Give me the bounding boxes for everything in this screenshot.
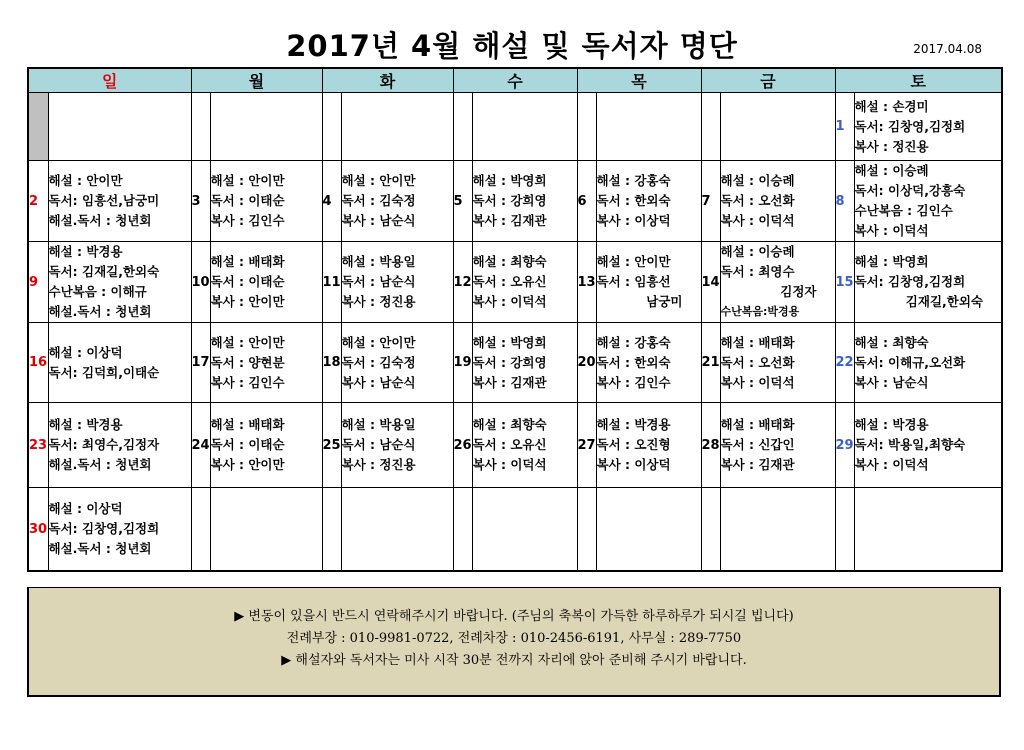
day-number: 19: [453, 323, 472, 403]
print-date: 2017.04.08: [913, 42, 982, 56]
day-number: 1: [835, 93, 854, 161]
day-assignments: [472, 488, 577, 572]
assignment-line: 해설 : 배태화: [210, 417, 285, 432]
assignment-line: 독서 : 강희영: [472, 193, 547, 208]
day-assignments: [596, 242, 701, 323]
day-assignments: [720, 242, 835, 323]
assignment-line: 해설 : 강홍숙: [596, 334, 671, 350]
assignment-line: 독서: 김창영,김정희: [854, 274, 966, 289]
assignment-line: 복사 : 이상덕: [596, 213, 671, 228]
assignment-line: 복사 : 이덕석: [720, 213, 795, 228]
day-assignments: [596, 323, 701, 403]
weekday-fri: 금: [701, 68, 835, 93]
weekday-sat: 토: [835, 68, 1002, 93]
assignment-line: 해설 : 안이만: [210, 334, 285, 350]
day-assignments: [210, 323, 322, 403]
assignment-line: 복사 : 김재관: [472, 374, 547, 390]
assignment-line: 독서: 이상덕,강흥숙: [854, 183, 966, 198]
day-number: 17: [191, 323, 210, 403]
assignment-line: 김재길,한외숙: [905, 294, 983, 309]
assignment-line: 해설.독서 : 청년회: [48, 457, 152, 472]
weekday-tue: 화: [322, 68, 453, 93]
day-number: 25: [322, 403, 341, 488]
assignment-line: 해설 : 이상덕: [48, 501, 123, 516]
assignment-line: 독서: 김재길,한외숙: [48, 264, 160, 279]
day-number: 26: [453, 403, 472, 488]
assignment-line: 해설 : 안이만: [48, 173, 123, 188]
weekday-thu: 목: [577, 68, 701, 93]
day-number: [701, 488, 720, 572]
day-assignments: [341, 161, 453, 242]
day-number: 3: [191, 161, 210, 242]
schedule-calendar: [27, 67, 1003, 572]
assignment-line: 복사 : 남순식: [341, 374, 416, 390]
day-number: [322, 93, 341, 161]
assignment-line: 김정자: [780, 284, 817, 299]
day-number: 20: [577, 323, 596, 403]
assignment-line: 해설.독서 : 청년회: [48, 541, 152, 556]
assignment-line: 독서 : 오진형: [596, 437, 671, 452]
assignment-line: 독서: 김창영,김정희: [854, 118, 966, 134]
day-assignments: [596, 93, 701, 161]
assignment-line: 복사 : 김재관: [472, 213, 547, 228]
assignment-line: 복사 : 이덕석: [472, 457, 547, 472]
assignment-line: 독서 : 한외숙: [596, 193, 671, 208]
day-assignments: [596, 161, 701, 242]
assignment-line: 해설 : 배태화: [720, 417, 795, 432]
assignment-line: 독서 : 남순식: [341, 274, 416, 289]
assignment-line: 해설 : 안이만: [341, 334, 416, 350]
assignment-line: 해설 : 박용일: [341, 417, 416, 432]
assignment-line: 해설 : 박용일: [341, 254, 416, 269]
day-number: 5: [453, 161, 472, 242]
assignment-line: 해설 : 안이만: [596, 254, 671, 269]
day-number: [28, 93, 48, 161]
day-assignments: [596, 403, 701, 488]
assignment-line: 복사 : 이덕석: [854, 223, 929, 238]
assignment-line: 복사 : 김인수: [210, 213, 285, 228]
assignment-line: 독서 : 이태순: [210, 437, 285, 452]
weekday-wed: 수: [453, 68, 577, 93]
assignment-line: 수난복음:박경용: [720, 305, 800, 318]
assignment-line: 독서 : 오유신: [472, 437, 547, 452]
assignment-line: 해설 : 이승례: [720, 173, 795, 188]
assignment-line: 독서: 최영수,김정자: [48, 437, 160, 452]
day-number: 8: [835, 161, 854, 242]
assignment-line: 복사 : 정진용: [341, 294, 416, 309]
assignment-line: 해설 : 박경용: [48, 244, 123, 259]
day-number: 22: [835, 323, 854, 403]
assignment-line: 수난복음 : 이해규: [48, 284, 147, 299]
day-number: 13: [577, 242, 596, 323]
day-assignments: [210, 403, 322, 488]
assignment-line: 해설.독서 : 청년회: [48, 213, 152, 228]
day-number: 11: [322, 242, 341, 323]
day-assignments: [341, 488, 453, 572]
day-assignments: [472, 323, 577, 403]
page-title: 2017년 4월 해설 및 독서자 명단: [286, 29, 738, 63]
assignment-line: 해설 : 박경용: [48, 417, 123, 432]
assignment-line: 독서 : 최영수: [720, 264, 795, 279]
day-assignments: [720, 93, 835, 161]
day-number: 15: [835, 242, 854, 323]
day-number: [835, 488, 854, 572]
assignment-line: 독서: 이해규,오선화: [854, 354, 966, 370]
assignment-line: 독서: 김창영,김정희: [48, 521, 160, 536]
assignment-line: 독서: 김덕희,이태순: [48, 364, 160, 380]
assignment-line: 해설 : 이승례: [720, 244, 795, 259]
assignment-line: 수난복음 : 김인수: [854, 203, 953, 218]
assignment-line: 독서 : 양현분: [210, 354, 285, 370]
assignment-line: 독서 : 신갑인: [720, 437, 795, 452]
day-number: 23: [28, 403, 48, 488]
day-assignments: [854, 488, 1002, 572]
day-assignments: [472, 161, 577, 242]
assignment-line: 복사 : 안이만: [210, 294, 285, 309]
day-assignments: [210, 242, 322, 323]
day-assignments: [854, 93, 1002, 161]
day-assignments: [48, 93, 191, 161]
assignment-line: 복사 : 안이만: [210, 457, 285, 472]
day-assignments: [48, 403, 191, 488]
week-row: [28, 403, 1002, 488]
day-number: [191, 488, 210, 572]
day-assignments: [472, 403, 577, 488]
assignment-line: 복사 : 김인수: [596, 374, 671, 390]
day-assignments: [854, 403, 1002, 488]
day-assignments: [48, 488, 191, 572]
assignment-line: 독서 : 오선화: [720, 193, 795, 208]
day-number: [577, 488, 596, 572]
day-assignments: [210, 93, 322, 161]
assignment-line: 해설 : 최향숙: [472, 254, 547, 269]
day-assignments: [720, 323, 835, 403]
day-assignments: [472, 242, 577, 323]
day-assignments: [854, 323, 1002, 403]
day-number: 10: [191, 242, 210, 323]
week-row: [28, 323, 1002, 403]
assignment-line: 해설 : 박영희: [472, 173, 547, 188]
day-number: [453, 93, 472, 161]
assignment-line: 해설 : 최향숙: [854, 334, 929, 350]
day-assignments: [341, 323, 453, 403]
notice-line: ▶ 해설자와 독서자는 미사 시작 30분 전까지 자리에 앉아 준비해 주시기 바랍니다.: [281, 653, 747, 668]
day-assignments: [210, 161, 322, 242]
assignment-line: 독서 : 남순식: [341, 437, 416, 452]
day-assignments: [854, 242, 1002, 323]
day-assignments: [48, 323, 191, 403]
assignment-line: 해설 : 이상덕: [48, 344, 123, 360]
week-row: [28, 161, 1002, 242]
assignment-line: 독서: 임흥선,남궁미: [48, 193, 160, 208]
assignment-line: 복사 : 남순식: [341, 213, 416, 228]
assignment-line: 복사 : 김재관: [720, 457, 795, 472]
day-number: 30: [28, 488, 48, 572]
weekday-sun: 일: [28, 68, 191, 93]
assignment-line: 복사 : 정진용: [854, 138, 929, 154]
day-assignments: [341, 242, 453, 323]
assignment-line: 독서 : 오유신: [472, 274, 547, 289]
day-number: 2: [28, 161, 48, 242]
assignment-line: 독서 : 임흥선: [596, 274, 671, 289]
day-assignments: [341, 403, 453, 488]
day-number: [453, 488, 472, 572]
notice-footer: [27, 587, 1001, 697]
assignment-line: 해설 : 박경용: [596, 417, 671, 432]
assignment-line: 독서: 박용일,최향숙: [854, 437, 966, 452]
day-assignments: [854, 161, 1002, 242]
contact-line: 전례부장 : 010-9981-0722, 전례차장 : 010-2456-6191, 사무실 : 289-7750: [286, 631, 742, 646]
day-number: 6: [577, 161, 596, 242]
assignment-line: 복사 : 이상덕: [596, 457, 671, 472]
assignment-line: 해설 : 최향숙: [472, 417, 547, 432]
day-assignments: [596, 488, 701, 572]
day-assignments: [720, 488, 835, 572]
assignment-line: 남궁미: [646, 294, 683, 309]
assignment-line: 해설 : 배태화: [210, 254, 285, 269]
assignment-line: 독서 : 김숙정: [341, 193, 416, 208]
day-number: 4: [322, 161, 341, 242]
day-number: 27: [577, 403, 596, 488]
day-assignments: [48, 161, 191, 242]
week-row: [28, 488, 1002, 572]
assignment-line: 해설 : 손경미: [854, 98, 929, 114]
assignment-line: 독서 : 오선화: [720, 354, 795, 370]
weekday-header-row: [28, 68, 1002, 93]
assignment-line: 독서 : 이태순: [210, 274, 285, 289]
assignment-line: 독서 : 강희영: [472, 354, 547, 370]
assignment-line: 해설 : 박영희: [854, 254, 929, 269]
week-row: [28, 242, 1002, 323]
week-row: [28, 93, 1002, 161]
day-number: [577, 93, 596, 161]
day-number: 29: [835, 403, 854, 488]
assignment-line: 복사 : 김인수: [210, 374, 285, 390]
day-number: [191, 93, 210, 161]
assignment-line: 해설 : 강홍숙: [596, 173, 671, 188]
assignment-line: 해설.독서 : 청년회: [48, 304, 152, 319]
assignment-line: 해설 : 박영희: [472, 334, 547, 350]
assignment-line: 해설 : 박경용: [854, 417, 929, 432]
day-assignments: [720, 161, 835, 242]
day-number: [701, 93, 720, 161]
day-assignments: [210, 488, 322, 572]
assignment-line: 해설 : 배태화: [720, 334, 795, 350]
assignment-line: 독서 : 이태순: [210, 193, 285, 208]
day-number: 21: [701, 323, 720, 403]
day-number: 7: [701, 161, 720, 242]
weekday-mon: 월: [191, 68, 322, 93]
day-assignments: [48, 242, 191, 323]
day-number: 18: [322, 323, 341, 403]
day-number: 16: [28, 323, 48, 403]
day-number: 28: [701, 403, 720, 488]
day-number: 9: [28, 242, 48, 323]
day-assignments: [720, 403, 835, 488]
day-number: 24: [191, 403, 210, 488]
assignment-line: 복사 : 남순식: [854, 374, 929, 390]
day-number: 12: [453, 242, 472, 323]
day-assignments: [341, 93, 453, 161]
assignment-line: 복사 : 이덕석: [472, 294, 547, 309]
day-assignments: [472, 93, 577, 161]
assignment-line: 해설 : 안이만: [341, 173, 416, 188]
day-number: 14: [701, 242, 720, 323]
assignment-line: 복사 : 이덕석: [720, 374, 795, 390]
assignment-line: 복사 : 이덕석: [854, 457, 929, 472]
assignment-line: 해설 : 이승례: [854, 163, 929, 178]
day-number: [322, 488, 341, 572]
assignment-line: 독서 : 한외숙: [596, 354, 671, 370]
assignment-line: 복사 : 정진용: [341, 457, 416, 472]
assignment-line: 독서 : 김숙정: [341, 354, 416, 370]
assignment-line: 해설 : 안이만: [210, 173, 285, 188]
notice-line: ▶ 변동이 있을시 반드시 연락해주시기 바랍니다. (주님의 축복이 가득한 하루하루가 되시길 빕니다): [234, 609, 794, 624]
